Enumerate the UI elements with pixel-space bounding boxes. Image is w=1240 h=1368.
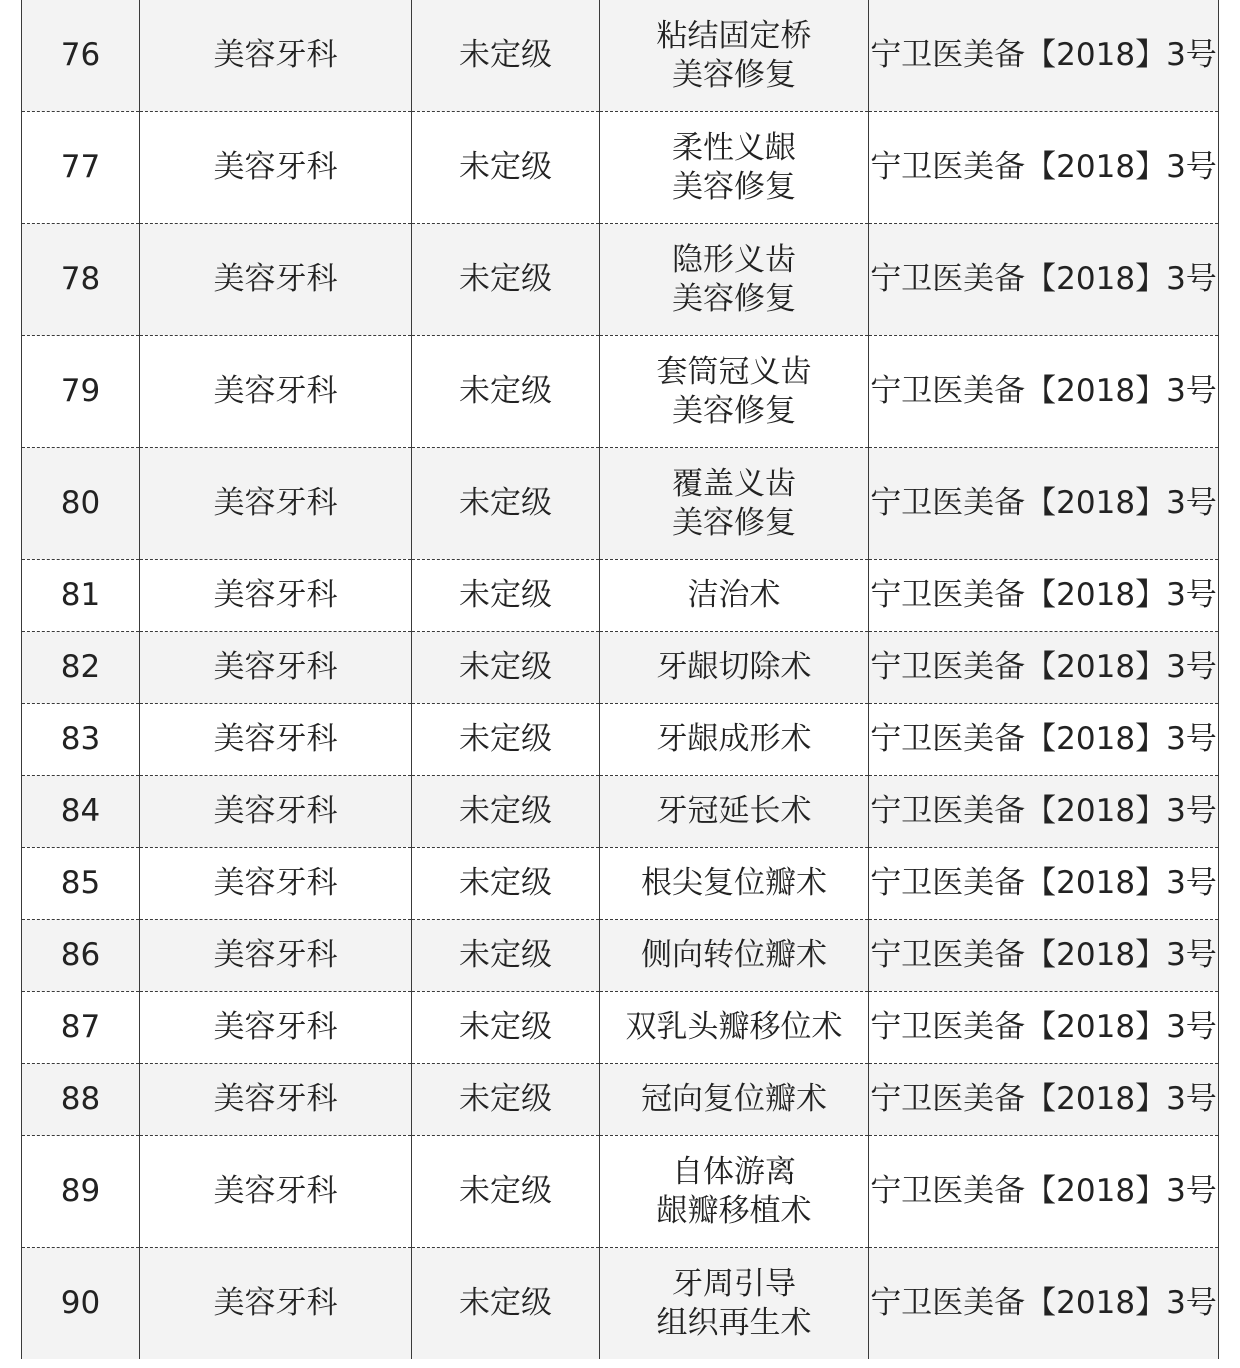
project-name: 隐形义齿 美容修复 — [600, 224, 869, 336]
table-row — [22, 848, 1219, 920]
filing-number: 宁卫医美备【2018】3号 — [869, 920, 1219, 992]
row-number: 79 — [22, 336, 140, 448]
level: 未定级 — [412, 704, 600, 776]
row-number: 85 — [22, 848, 140, 920]
department: 美容牙科 — [140, 1136, 412, 1248]
filing-number: 宁卫医美备【2018】3号 — [869, 776, 1219, 848]
table-row — [22, 1248, 1219, 1360]
department: 美容牙科 — [140, 224, 412, 336]
table-row — [22, 560, 1219, 632]
filing-number: 宁卫医美备【2018】3号 — [869, 448, 1219, 560]
row-number: 78 — [22, 224, 140, 336]
row-number: 88 — [22, 1064, 140, 1136]
filing-number: 宁卫医美备【2018】3号 — [869, 632, 1219, 704]
table-row — [22, 920, 1219, 992]
level: 未定级 — [412, 848, 600, 920]
level: 未定级 — [412, 1136, 600, 1248]
project-name: 牙龈切除术 — [600, 632, 869, 704]
filing-number: 宁卫医美备【2018】3号 — [869, 848, 1219, 920]
project-name: 牙冠延长术 — [600, 776, 869, 848]
department: 美容牙科 — [140, 992, 412, 1064]
row-number: 86 — [22, 920, 140, 992]
row-number: 89 — [22, 1136, 140, 1248]
table-row — [22, 0, 1219, 112]
level: 未定级 — [412, 1248, 600, 1360]
project-name: 覆盖义齿 美容修复 — [600, 448, 869, 560]
department: 美容牙科 — [140, 776, 412, 848]
filing-number: 宁卫医美备【2018】3号 — [869, 0, 1219, 112]
filing-number: 宁卫医美备【2018】3号 — [869, 1248, 1219, 1360]
department: 美容牙科 — [140, 560, 412, 632]
filing-number: 宁卫医美备【2018】3号 — [869, 992, 1219, 1064]
table-row — [22, 448, 1219, 560]
department: 美容牙科 — [140, 336, 412, 448]
project-name: 牙龈成形术 — [600, 704, 869, 776]
row-number: 81 — [22, 560, 140, 632]
department: 美容牙科 — [140, 848, 412, 920]
level: 未定级 — [412, 632, 600, 704]
level: 未定级 — [412, 776, 600, 848]
project-name: 自体游离 龈瓣移植术 — [600, 1136, 869, 1248]
project-name: 侧向转位瓣术 — [600, 920, 869, 992]
row-number: 84 — [22, 776, 140, 848]
table-row — [22, 336, 1219, 448]
filing-number: 宁卫医美备【2018】3号 — [869, 336, 1219, 448]
row-number: 87 — [22, 992, 140, 1064]
level: 未定级 — [412, 920, 600, 992]
row-number: 76 — [22, 0, 140, 112]
filing-number: 宁卫医美备【2018】3号 — [869, 1136, 1219, 1248]
row-number: 90 — [22, 1248, 140, 1360]
department: 美容牙科 — [140, 448, 412, 560]
department: 美容牙科 — [140, 1248, 412, 1360]
department: 美容牙科 — [140, 920, 412, 992]
project-name: 双乳头瓣移位术 — [600, 992, 869, 1064]
department: 美容牙科 — [140, 0, 412, 112]
level: 未定级 — [412, 112, 600, 224]
level: 未定级 — [412, 0, 600, 112]
filing-number: 宁卫医美备【2018】3号 — [869, 1064, 1219, 1136]
project-table — [21, 0, 1219, 1359]
filing-number: 宁卫医美备【2018】3号 — [869, 560, 1219, 632]
row-number: 82 — [22, 632, 140, 704]
level: 未定级 — [412, 224, 600, 336]
table-row — [22, 112, 1219, 224]
department: 美容牙科 — [140, 112, 412, 224]
level: 未定级 — [412, 560, 600, 632]
department: 美容牙科 — [140, 632, 412, 704]
table-row — [22, 704, 1219, 776]
row-number: 80 — [22, 448, 140, 560]
level: 未定级 — [412, 448, 600, 560]
level: 未定级 — [412, 1064, 600, 1136]
filing-number: 宁卫医美备【2018】3号 — [869, 224, 1219, 336]
department: 美容牙科 — [140, 1064, 412, 1136]
project-name: 根尖复位瓣术 — [600, 848, 869, 920]
table-row — [22, 992, 1219, 1064]
table-row — [22, 632, 1219, 704]
project-name: 冠向复位瓣术 — [600, 1064, 869, 1136]
department: 美容牙科 — [140, 704, 412, 776]
filing-number: 宁卫医美备【2018】3号 — [869, 112, 1219, 224]
table-row — [22, 776, 1219, 848]
level: 未定级 — [412, 336, 600, 448]
project-name: 柔性义龈 美容修复 — [600, 112, 869, 224]
row-number: 83 — [22, 704, 140, 776]
project-name: 牙周引导 组织再生术 — [600, 1248, 869, 1360]
project-name: 套筒冠义齿 美容修复 — [600, 336, 869, 448]
table-row — [22, 1136, 1219, 1248]
row-number: 77 — [22, 112, 140, 224]
level: 未定级 — [412, 992, 600, 1064]
project-name: 洁治术 — [600, 560, 869, 632]
project-name: 粘结固定桥 美容修复 — [600, 0, 869, 112]
table-row — [22, 224, 1219, 336]
filing-number: 宁卫医美备【2018】3号 — [869, 704, 1219, 776]
table-row — [22, 1064, 1219, 1136]
